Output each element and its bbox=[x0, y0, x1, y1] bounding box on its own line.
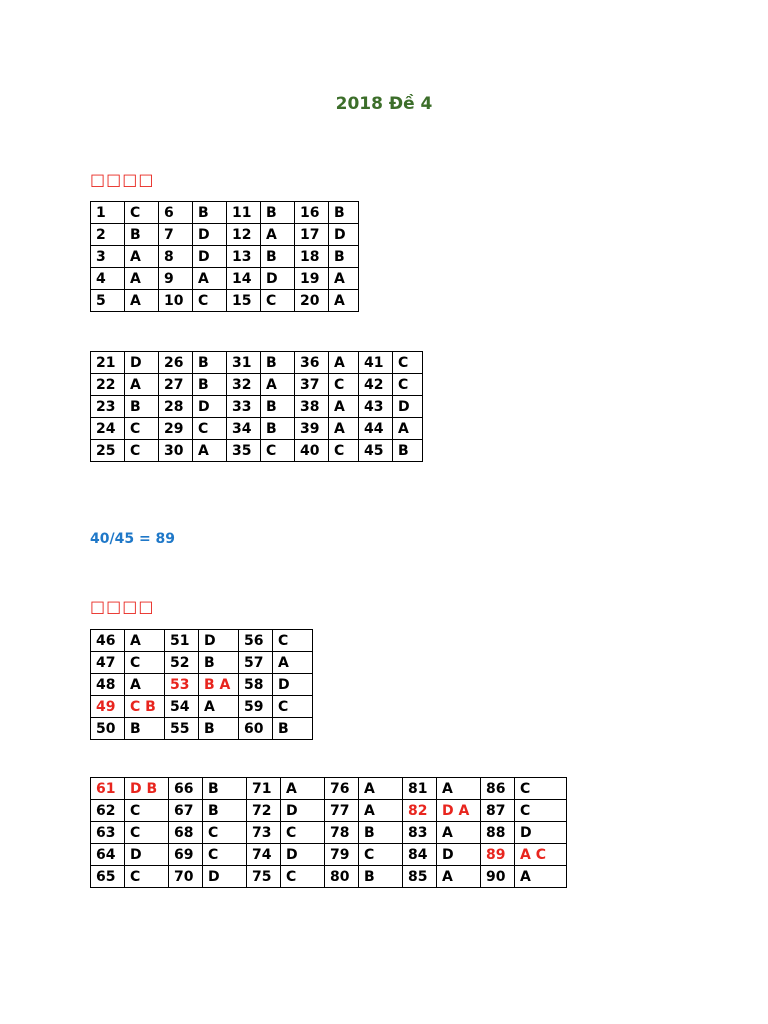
question-number-cell: 67 bbox=[169, 800, 203, 822]
answer-cell: D bbox=[125, 352, 159, 374]
table-row bbox=[91, 268, 359, 290]
question-number-cell: 50 bbox=[91, 718, 125, 740]
answer-cell: C bbox=[261, 440, 295, 462]
answer-cell: B bbox=[125, 396, 159, 418]
answer-cell: B bbox=[329, 202, 359, 224]
answer-cell: D bbox=[193, 224, 227, 246]
question-number-cell: 8 bbox=[159, 246, 193, 268]
question-number-cell: 29 bbox=[159, 418, 193, 440]
question-number-cell: 15 bbox=[227, 290, 261, 312]
question-number-cell: 76 bbox=[325, 778, 359, 800]
question-number-cell: 78 bbox=[325, 822, 359, 844]
question-number-cell: 70 bbox=[169, 866, 203, 888]
question-number-cell: 61 bbox=[91, 778, 125, 800]
answer-cell: A bbox=[125, 268, 159, 290]
document-title: 2018 Đề 4 bbox=[335, 94, 433, 114]
question-number-cell: 30 bbox=[159, 440, 193, 462]
question-number-cell: 27 bbox=[159, 374, 193, 396]
question-number-cell: 56 bbox=[239, 630, 273, 652]
question-number-cell: 26 bbox=[159, 352, 193, 374]
answer-cell: C bbox=[125, 440, 159, 462]
answer-cell: A bbox=[125, 630, 165, 652]
table-row bbox=[91, 246, 359, 268]
question-number-cell: 4 bbox=[91, 268, 125, 290]
question-number-cell: 90 bbox=[481, 866, 515, 888]
answer-cell: B bbox=[261, 202, 295, 224]
question-number-cell: 38 bbox=[295, 396, 329, 418]
table-row bbox=[91, 224, 359, 246]
question-number-cell: 13 bbox=[227, 246, 261, 268]
answer-cell: D bbox=[125, 844, 169, 866]
question-number-cell: 31 bbox=[227, 352, 261, 374]
answer-cell: A bbox=[515, 866, 567, 888]
answer-cell: C bbox=[125, 418, 159, 440]
answer-table-2 bbox=[90, 351, 423, 462]
answer-cell: A bbox=[393, 418, 423, 440]
answer-cell: A bbox=[273, 652, 313, 674]
answer-cell: A bbox=[281, 778, 325, 800]
answer-cell: A bbox=[359, 800, 403, 822]
question-number-cell: 2 bbox=[91, 224, 125, 246]
table-row bbox=[91, 778, 567, 800]
section-label-1: □□□□ bbox=[90, 170, 155, 189]
question-number-cell: 41 bbox=[359, 352, 393, 374]
answer-cell: B bbox=[273, 718, 313, 740]
answer-cell: C B bbox=[125, 696, 165, 718]
question-number-cell: 44 bbox=[359, 418, 393, 440]
answer-table-4 bbox=[90, 777, 567, 888]
answer-cell: C bbox=[193, 290, 227, 312]
question-number-cell: 65 bbox=[91, 866, 125, 888]
answer-cell: C bbox=[329, 374, 359, 396]
question-number-cell: 51 bbox=[165, 630, 199, 652]
question-number-cell: 74 bbox=[247, 844, 281, 866]
question-number-cell: 47 bbox=[91, 652, 125, 674]
answer-cell: A bbox=[261, 224, 295, 246]
question-number-cell: 16 bbox=[295, 202, 329, 224]
question-number-cell: 46 bbox=[91, 630, 125, 652]
answer-cell: A bbox=[199, 696, 239, 718]
table-row bbox=[91, 418, 423, 440]
question-number-cell: 55 bbox=[165, 718, 199, 740]
answer-cell: A bbox=[437, 822, 481, 844]
section-label-2: □□□□ bbox=[90, 597, 155, 616]
question-number-cell: 66 bbox=[169, 778, 203, 800]
answer-cell: D bbox=[281, 844, 325, 866]
question-number-cell: 10 bbox=[159, 290, 193, 312]
answer-cell: D bbox=[193, 396, 227, 418]
question-number-cell: 86 bbox=[481, 778, 515, 800]
answer-cell: B bbox=[329, 246, 359, 268]
table-row bbox=[91, 822, 567, 844]
question-number-cell: 73 bbox=[247, 822, 281, 844]
question-number-cell: 57 bbox=[239, 652, 273, 674]
question-number-cell: 85 bbox=[403, 866, 437, 888]
question-number-cell: 21 bbox=[91, 352, 125, 374]
question-number-cell: 1 bbox=[91, 202, 125, 224]
question-number-cell: 80 bbox=[325, 866, 359, 888]
table-row bbox=[91, 374, 423, 396]
answer-cell: C bbox=[203, 822, 247, 844]
answer-cell: B bbox=[261, 396, 295, 418]
question-number-cell: 24 bbox=[91, 418, 125, 440]
question-number-cell: 9 bbox=[159, 268, 193, 290]
question-number-cell: 19 bbox=[295, 268, 329, 290]
table-row bbox=[91, 800, 567, 822]
question-number-cell: 52 bbox=[165, 652, 199, 674]
answer-cell: B bbox=[199, 718, 239, 740]
question-number-cell: 54 bbox=[165, 696, 199, 718]
table-row bbox=[91, 674, 313, 696]
question-number-cell: 33 bbox=[227, 396, 261, 418]
answer-cell: B bbox=[125, 224, 159, 246]
answer-cell: D bbox=[437, 844, 481, 866]
question-number-cell: 68 bbox=[169, 822, 203, 844]
answer-cell: C bbox=[393, 374, 423, 396]
answer-cell: C bbox=[125, 866, 169, 888]
answer-cell: D bbox=[393, 396, 423, 418]
answer-cell: A bbox=[125, 374, 159, 396]
question-number-cell: 59 bbox=[239, 696, 273, 718]
answer-cell: A bbox=[125, 674, 165, 696]
answer-cell: D bbox=[199, 630, 239, 652]
question-number-cell: 28 bbox=[159, 396, 193, 418]
answer-cell: C bbox=[203, 844, 247, 866]
answer-cell: C bbox=[281, 866, 325, 888]
table-row bbox=[91, 440, 423, 462]
question-number-cell: 18 bbox=[295, 246, 329, 268]
question-number-cell: 23 bbox=[91, 396, 125, 418]
question-number-cell: 84 bbox=[403, 844, 437, 866]
question-number-cell: 40 bbox=[295, 440, 329, 462]
table-row bbox=[91, 202, 359, 224]
answer-cell: B bbox=[193, 352, 227, 374]
answer-cell: A bbox=[329, 290, 359, 312]
question-number-cell: 87 bbox=[481, 800, 515, 822]
question-number-cell: 12 bbox=[227, 224, 261, 246]
answer-cell: B bbox=[203, 800, 247, 822]
answer-cell: A bbox=[329, 418, 359, 440]
question-number-cell: 36 bbox=[295, 352, 329, 374]
question-number-cell: 3 bbox=[91, 246, 125, 268]
table-row bbox=[91, 718, 313, 740]
answer-cell: B bbox=[199, 652, 239, 674]
question-number-cell: 6 bbox=[159, 202, 193, 224]
question-number-cell: 22 bbox=[91, 374, 125, 396]
answer-cell: B bbox=[203, 778, 247, 800]
answer-cell: A bbox=[329, 268, 359, 290]
table-row bbox=[91, 866, 567, 888]
question-number-cell: 71 bbox=[247, 778, 281, 800]
answer-cell: A bbox=[329, 396, 359, 418]
question-number-cell: 11 bbox=[227, 202, 261, 224]
question-number-cell: 20 bbox=[295, 290, 329, 312]
question-number-cell: 39 bbox=[295, 418, 329, 440]
answer-cell: A bbox=[437, 866, 481, 888]
question-number-cell: 17 bbox=[295, 224, 329, 246]
question-number-cell: 42 bbox=[359, 374, 393, 396]
answer-cell: D bbox=[261, 268, 295, 290]
answer-cell: D bbox=[273, 674, 313, 696]
answer-cell: A C bbox=[515, 844, 567, 866]
answer-cell: B A bbox=[199, 674, 239, 696]
answer-cell: C bbox=[261, 290, 295, 312]
answer-cell: A bbox=[359, 778, 403, 800]
answer-cell: C bbox=[515, 800, 567, 822]
answer-cell: C bbox=[273, 696, 313, 718]
question-number-cell: 7 bbox=[159, 224, 193, 246]
answer-cell: C bbox=[329, 440, 359, 462]
question-number-cell: 62 bbox=[91, 800, 125, 822]
answer-cell: D bbox=[329, 224, 359, 246]
answer-cell: C bbox=[193, 418, 227, 440]
answer-cell: A bbox=[261, 374, 295, 396]
score-text: 40/45 = 89 bbox=[90, 531, 176, 547]
table-row bbox=[91, 696, 313, 718]
table-row bbox=[91, 352, 423, 374]
answer-cell: C bbox=[273, 630, 313, 652]
answer-cell: B bbox=[359, 822, 403, 844]
answer-cell: C bbox=[125, 202, 159, 224]
answer-cell: C bbox=[515, 778, 567, 800]
question-number-cell: 37 bbox=[295, 374, 329, 396]
question-number-cell: 63 bbox=[91, 822, 125, 844]
table-row bbox=[91, 844, 567, 866]
question-number-cell: 45 bbox=[359, 440, 393, 462]
question-number-cell: 35 bbox=[227, 440, 261, 462]
answer-cell: C bbox=[125, 800, 169, 822]
answer-cell: D bbox=[203, 866, 247, 888]
question-number-cell: 60 bbox=[239, 718, 273, 740]
answer-cell: B bbox=[393, 440, 423, 462]
question-number-cell: 48 bbox=[91, 674, 125, 696]
answer-cell: A bbox=[125, 290, 159, 312]
question-number-cell: 25 bbox=[91, 440, 125, 462]
question-number-cell: 32 bbox=[227, 374, 261, 396]
question-number-cell: 75 bbox=[247, 866, 281, 888]
table-row bbox=[91, 630, 313, 652]
answer-cell: B bbox=[261, 352, 295, 374]
question-number-cell: 88 bbox=[481, 822, 515, 844]
answer-cell: D bbox=[193, 246, 227, 268]
table-row bbox=[91, 290, 359, 312]
question-number-cell: 58 bbox=[239, 674, 273, 696]
answer-cell: B bbox=[193, 202, 227, 224]
answer-cell: A bbox=[193, 268, 227, 290]
answer-cell: B bbox=[261, 246, 295, 268]
answer-cell: A bbox=[437, 778, 481, 800]
answer-table-3 bbox=[90, 629, 313, 740]
question-number-cell: 5 bbox=[91, 290, 125, 312]
answer-cell: D A bbox=[437, 800, 481, 822]
question-number-cell: 72 bbox=[247, 800, 281, 822]
question-number-cell: 89 bbox=[481, 844, 515, 866]
answer-cell: C bbox=[125, 822, 169, 844]
answer-cell: C bbox=[393, 352, 423, 374]
question-number-cell: 53 bbox=[165, 674, 199, 696]
answer-cell: C bbox=[125, 652, 165, 674]
answer-cell: B bbox=[193, 374, 227, 396]
answer-cell: C bbox=[359, 844, 403, 866]
answer-cell: A bbox=[193, 440, 227, 462]
question-number-cell: 81 bbox=[403, 778, 437, 800]
table-row bbox=[91, 396, 423, 418]
answer-cell: D bbox=[515, 822, 567, 844]
question-number-cell: 14 bbox=[227, 268, 261, 290]
answer-cell: D B bbox=[125, 778, 169, 800]
question-number-cell: 79 bbox=[325, 844, 359, 866]
answer-cell: A bbox=[125, 246, 159, 268]
question-number-cell: 69 bbox=[169, 844, 203, 866]
answer-cell: B bbox=[359, 866, 403, 888]
question-number-cell: 64 bbox=[91, 844, 125, 866]
question-number-cell: 82 bbox=[403, 800, 437, 822]
answer-cell: B bbox=[125, 718, 165, 740]
table-row bbox=[91, 652, 313, 674]
answer-cell: A bbox=[329, 352, 359, 374]
answer-cell: C bbox=[281, 822, 325, 844]
question-number-cell: 83 bbox=[403, 822, 437, 844]
answer-cell: B bbox=[261, 418, 295, 440]
answer-table-1 bbox=[90, 201, 359, 312]
answer-cell: D bbox=[281, 800, 325, 822]
question-number-cell: 49 bbox=[91, 696, 125, 718]
question-number-cell: 77 bbox=[325, 800, 359, 822]
question-number-cell: 43 bbox=[359, 396, 393, 418]
question-number-cell: 34 bbox=[227, 418, 261, 440]
